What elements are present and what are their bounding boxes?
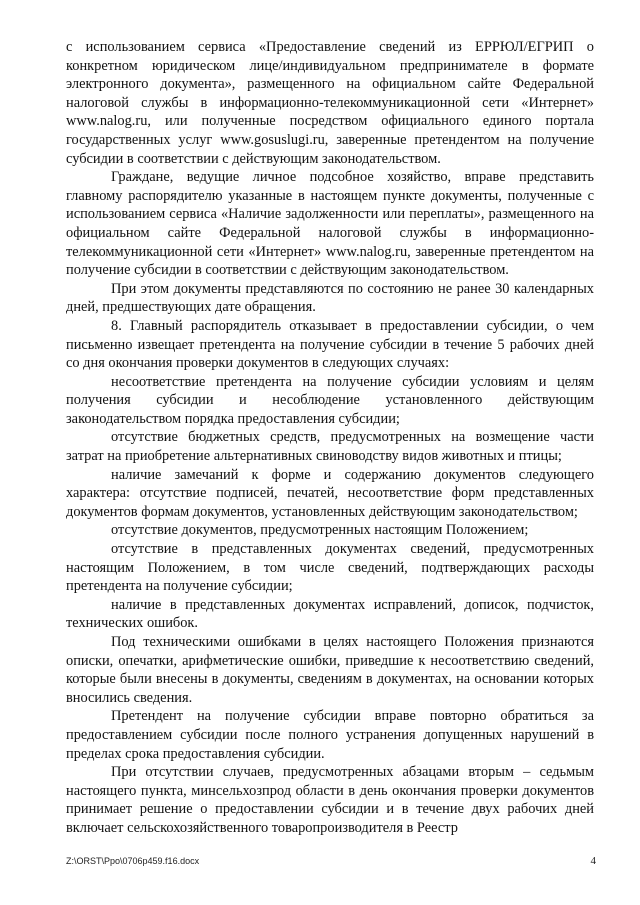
- paragraph: отсутствие бюджетных средств, предусмотренных на возмещение части затрат на приобретение альтернативных свиноводству видов животных и птицы;: [66, 429, 594, 465]
- paragraph: отсутствие в представленных документах сведений, предусмотренных настоящим Положением, в том числе сведений, подтверждающих расходы претендента на получение субсидии;: [66, 541, 594, 595]
- paragraph: с использованием сервиса «Предоставление сведений из ЕРРЮЛ/ЕГРИП о конкретном юридическом лице/индивидуальном предпринимателе в формате электронного документа», размещенного на официальном сайте Федеральной налоговой службы в информационно-телекоммуникационной сети «Интернет» www.nalog.ru, или полученные посредством официального единого портала государственных услуг www.gosuslugi.ru, заверенные претендентом на получение субсидии в соответствии с действующим законодательством.: [66, 39, 594, 167]
- paragraph: наличие в представленных документах исправлений, дописок, подчисток, технических ошибок.: [66, 596, 594, 632]
- paragraph: несоответствие претендента на получение субсидии условиям и целям получения субсидии и несоблюдение установленного действующим законодательством порядка предоставления субсидии;: [66, 373, 594, 427]
- paragraph: Претендент на получение субсидии вправе повторно обратиться за предоставлением субсидии после полного устранения допущенных нарушений в пределах срока предоставления субсидии.: [66, 708, 594, 762]
- document-body: [66, 38, 594, 838]
- paragraph: При этом документы представляются по состоянию не ранее 30 календарных дней, предшествующих дате обращения.: [66, 280, 594, 316]
- page-number: 4: [590, 855, 596, 867]
- paragraph: Под техническими ошибками в целях настоящего Положения признаются описки, опечатки, арифметические ошибки, приведшие к несоответствию сведений, которые были внесены в документы, сведениям в документах, на основании которых вносились сведения.: [66, 634, 594, 706]
- paragraph: отсутствие документов, предусмотренных настоящим Положением;: [111, 522, 529, 539]
- paragraph: наличие замечаний к форме и содержанию документов следующего характера: отсутствие подписей, печатей, несоответствие форм представленных документов формам документов, установленных действующим законодательством;: [66, 466, 594, 520]
- footer-file-path: Z:\ORST\Ppo\0706p459.f16.docx: [66, 856, 200, 866]
- paragraph: 8. Главный распорядитель отказывает в предоставлении субсидии, о чем письменно извещает претендента на получение субсидии в течение 5 рабочих дней со дня окончания проверки документов в следующих случаях:: [66, 317, 594, 372]
- paragraph: Граждане, ведущие личное подсобное хозяйство, вправе представить главному распорядителю указанные в настоящем пункте документы, полученные с использованием сервиса «Наличие задолженности или переплаты», размещенного на официальном сайте Федеральной налоговой службы в информационно-телекоммуникационной сети «Интернет» www.nalog.ru, заверенные претендентом на получение субсидии в соответствии с действующим законодательством.: [66, 169, 594, 279]
- paragraph: При отсутствии случаев, предусмотренных абзацами вторым – седьмым настоящего пункта, минсельхозпрод области в день окончания проверки документов принимает решение о предоставлении субсидии и в течение двух рабочих дней включает сельскохозяйственного товаропроизводителя в Реестр: [66, 764, 594, 836]
